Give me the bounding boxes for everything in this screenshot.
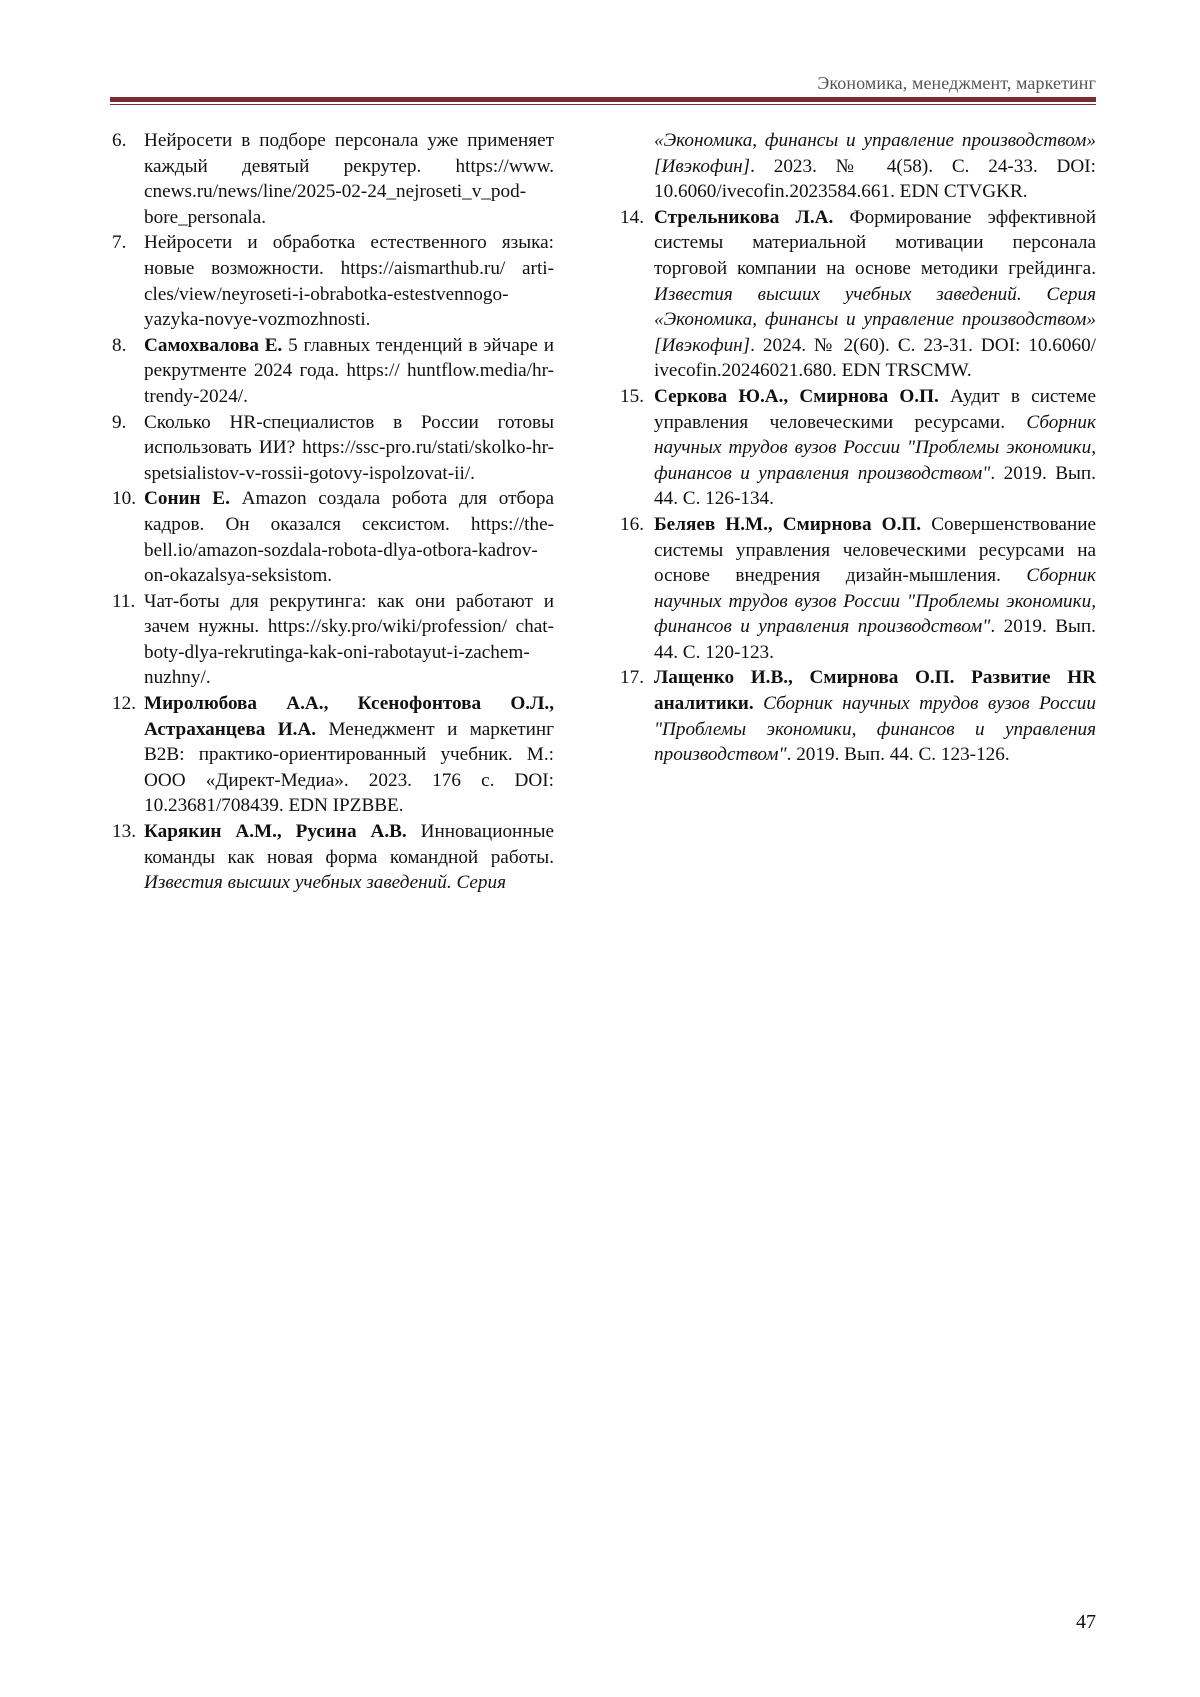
reference-13-continuation (620, 128, 1096, 205)
reference-item (112, 230, 554, 332)
running-header: Экономика, менеджмент, маркетинг (817, 73, 1096, 93)
reference-authors: Серкова Ю.А., Смирнова О.П. (654, 385, 939, 407)
reference-item (112, 589, 554, 691)
reference-number: 6. (112, 130, 127, 151)
reference-body (654, 665, 1096, 767)
reference-body (144, 410, 554, 487)
reference-item (112, 410, 554, 487)
reference-source: Сборник научных трудов вузов России "Проблемы экономики, финансов и управления производством" (654, 411, 1096, 484)
reference-authors: Лащенко И.В., Смирнова О.П. Развитие HR аналитики. (654, 667, 1096, 715)
page-number: 47 (1076, 1611, 1096, 1633)
reference-text: Нейросети в подборе персонала уже применяет каждый девятый рекрутер. https://www. cnews.ru/news/line/2025-02-24_nejroseti_v_podbore_personala. (144, 130, 554, 228)
reference-item (620, 512, 1096, 666)
reference-column-right (620, 128, 1096, 768)
reference-authors: Беляев Н.М., Смирнова О.П. (654, 513, 922, 535)
reference-text: Нейросети и обработка естественного языка: новые возможности. https://aismarthub.ru/ articles/view/neyroseti-i-obrabotka-estestvennogoyazyka-novye-vozmozhnosti. (144, 232, 554, 331)
reference-number: 16. (620, 513, 644, 535)
reference-body (144, 128, 554, 230)
reference-text: . 2019. Вып. 44. С. 123-126. (786, 744, 1010, 766)
reference-source: Сборник научных трудов вузов России "Проблемы экономики, финансов и управления производством" (654, 565, 1096, 638)
reference-body (654, 384, 1096, 512)
reference-item (112, 691, 554, 819)
reference-column-left (112, 128, 554, 896)
reference-body (144, 691, 554, 819)
reference-authors: Миролюбова А.А., Ксенофонтова О.Л., Астраханцева И.А. (144, 693, 554, 740)
reference-number: 9. (112, 411, 127, 433)
reference-item (620, 205, 1096, 384)
reference-item (620, 384, 1096, 512)
reference-body (654, 512, 1096, 666)
reference-body (654, 205, 1096, 384)
reference-text: Сколько HR-специалистов в России готовы использовать ИИ? https://ssc-pro.ru/stati/skolko-hr-spetsialistov-v-rossii-gotovy-ispolzovat-ii/. (144, 411, 554, 484)
reference-number: 7. (112, 232, 127, 254)
reference-source: «Экономика, финансы и управление производством» [Ивэкофин] (654, 130, 1096, 177)
reference-item (112, 333, 554, 410)
reference-item (112, 128, 554, 230)
reference-authors: Карякин А.М., Русина А.В. (144, 821, 407, 843)
reference-text (754, 693, 763, 714)
reference-item (112, 819, 554, 896)
reference-text: . 2019. Вып. 44. С. 126-134. (654, 462, 1096, 510)
reference-authors: Сонин Е. (144, 488, 230, 510)
reference-text: . 2019. Вып. 44. С. 120-123. (654, 616, 1096, 663)
reference-authors: Самохвалова Е. (144, 334, 283, 356)
header-rule-thin (110, 104, 1096, 105)
reference-text: Инновационные команды как новая форма командной работы. (144, 821, 554, 868)
reference-item (620, 665, 1096, 767)
reference-text: Совершенствование системы управления человеческими ресурсами на основе внедрения дизайн-мышления. (654, 513, 1096, 587)
reference-text: Формирование эффективной системы материальной мотивации персонала торговой компании на основе методики грейдинга. (654, 206, 1096, 279)
reference-number: 14. (620, 206, 644, 228)
reference-authors: Стрельникова Л.А. (654, 206, 834, 228)
reference-text: . 2023. № 4(58). С. 24-33. DOI: 10.6060/ivecofin.2023584.661. EDN CTVGKR. (654, 155, 1096, 203)
reference-body (144, 819, 554, 896)
reference-number: 13. (112, 821, 136, 843)
reference-text: Менеджмент и маркетинг B2B: практико-ориентированный учебник. М.: ООО «Директ-Медиа». 2023. 176 с. DOI: 10.23681/708439. EDN IPZBBE. (144, 718, 554, 817)
reference-number: 8. (112, 334, 127, 356)
reference-body (144, 486, 554, 588)
reference-item (112, 486, 554, 588)
reference-number: 17. (620, 667, 644, 689)
reference-text: Аудит в системе управления человеческими ресурсами. (654, 385, 1096, 433)
reference-source: Известия высших учебных заведений. Серия (144, 872, 507, 894)
reference-text: . 2024. № 2(60). С. 23-31. DOI: 10.6060/ ivecofin.20246021.680. EDN TRSCMW. (654, 334, 1096, 382)
reference-body (144, 589, 554, 691)
reference-body (144, 230, 554, 332)
reference-text: Чат-боты для рекрутинга: как они работают и зачем нужны. https://sky.pro/wiki/profession/ chat-boty-dlya-rekrutinga-kak-oni-rabotayut-i-zachem-nuzhny/. (144, 590, 554, 689)
reference-text: Amazon создала робота для отбора кадров. Он оказался сексистом. https://thebell.io/amazon-sozdala-robota-dlya-otbora-kadrov-on-okazalsya-seksistom. (144, 488, 554, 587)
reference-number: 11. (112, 590, 136, 612)
reference-text: 5 главных тенденций в эйчаре и рекрутменте 2024 года. https:// huntflow.media/hr-trendy-2024/. (144, 334, 554, 407)
reference-source: Сборник научных трудов вузов России "Проблемы экономики, финансов и управления производством" (654, 693, 1096, 766)
reference-number: 12. (112, 693, 136, 715)
header-rule-thick (110, 97, 1096, 102)
reference-number: 15. (620, 385, 644, 407)
reference-number: 10. (112, 488, 136, 510)
reference-body (144, 333, 554, 410)
reference-source: Известия высших учебных заведений. Серия «Экономика, финансы и управление производством» [Ивэкофин] (654, 283, 1096, 356)
